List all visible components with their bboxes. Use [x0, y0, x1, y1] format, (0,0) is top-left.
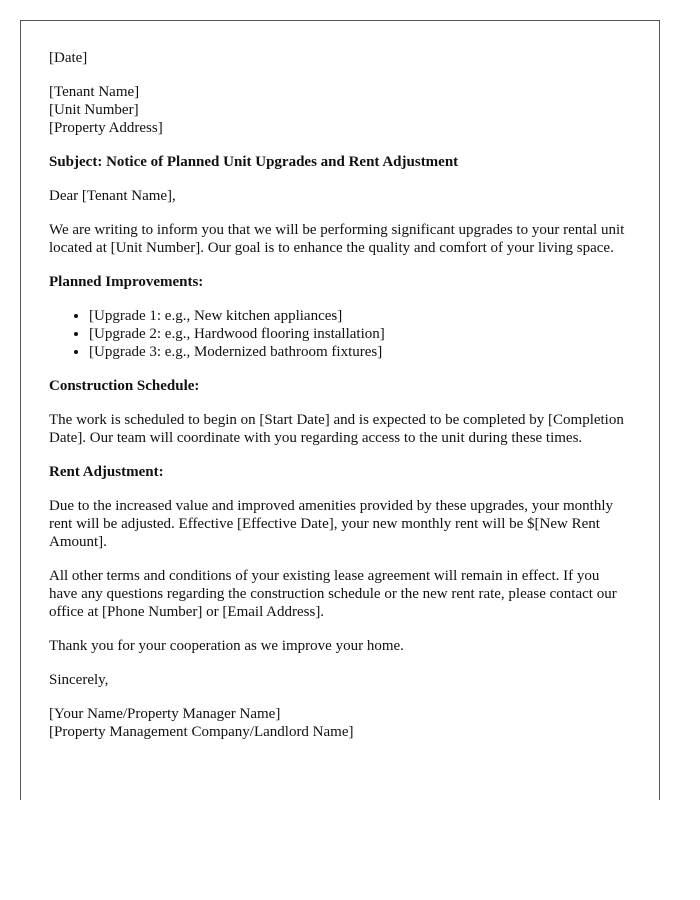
signature-company: [Property Management Company/Landlord Name] — [49, 724, 354, 740]
signature-block — [49, 705, 631, 741]
improvements-list — [49, 307, 631, 361]
recipient-address: [Property Address] — [49, 120, 163, 136]
terms-paragraph: All other terms and conditions of your existing lease agreement will remain in effect. If you have any questions regarding the construction schedule or the new rent rate, please contact our office at [Phone Number] or [Email Address]. — [49, 568, 617, 620]
schedule-paragraph: The work is scheduled to begin on [Start Date] and is expected to be completed by [Completion Date]. Our team will coordinate with you regarding access to the unit during these times. — [49, 412, 624, 446]
rent-paragraph: Due to the increased value and improved amenities provided by these upgrades, your monthly rent will be adjusted. Effective [Effective Date], your new monthly rent will be $[New Rent Amount]. — [49, 498, 614, 550]
closing: Sincerely, — [49, 672, 109, 688]
list-item: • [Upgrade 1: e.g., New kitchen appliances] — [89, 307, 631, 325]
recipient-block — [49, 83, 631, 137]
intro-paragraph: We are writing to inform you that we will be performing significant upgrades to your rental unit located at [Unit Number]. Our goal is to enhance the quality and comfort of your living space. — [49, 222, 625, 256]
schedule-heading: Construction Schedule: — [49, 378, 200, 394]
letter-page — [20, 20, 660, 800]
list-item: • [Upgrade 3: e.g., Modernized bathroom fixtures] — [89, 343, 631, 361]
recipient-unit: [Unit Number] — [49, 102, 139, 118]
thanks-paragraph: Thank you for your cooperation as we improve your home. — [49, 638, 404, 654]
salutation: Dear [Tenant Name], — [49, 188, 176, 204]
letter-date: [Date] — [49, 50, 88, 66]
signature-name: [Your Name/Property Manager Name] — [49, 706, 281, 722]
improvements-heading: Planned Improvements: — [49, 274, 204, 290]
list-item: • [Upgrade 2: e.g., Hardwood flooring installation] — [89, 325, 631, 343]
recipient-name: [Tenant Name] — [49, 84, 140, 100]
subject-line: Subject: Notice of Planned Unit Upgrades and Rent Adjustment — [49, 154, 459, 170]
rent-heading: Rent Adjustment: — [49, 464, 164, 480]
